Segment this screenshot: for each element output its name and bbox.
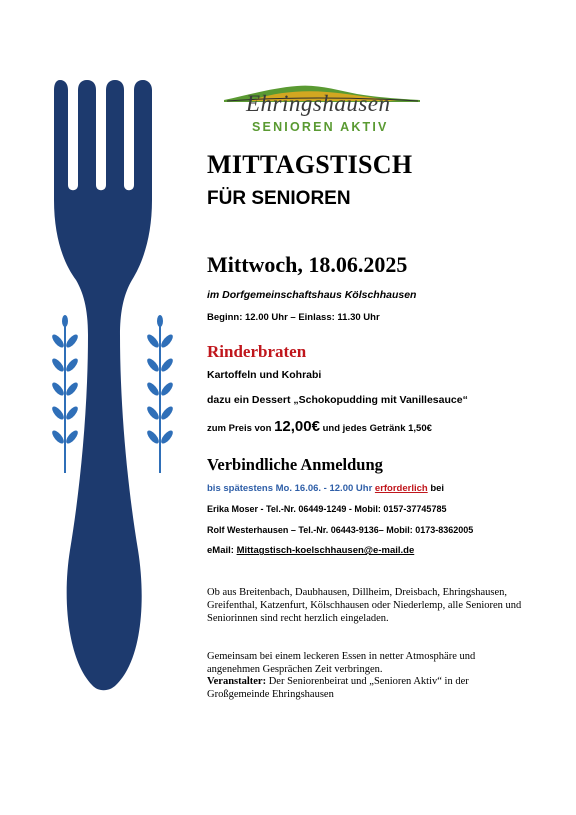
leaf-sprig-left-icon — [50, 315, 80, 475]
organizer-text: Der Seniorenbeirat und „Senioren Aktiv“ in der Großgemeinde Ehringshausen — [207, 676, 469, 700]
price-prefix: zum Preis von — [207, 423, 275, 434]
page-subtitle: FÜR SENIOREN — [207, 188, 351, 209]
logo-subtitle: SENIOREN AKTIV — [252, 120, 389, 134]
logo-name: Ehringshausen — [246, 91, 391, 116]
invitation-paragraph: Ob aus Breitenbach, Daubhausen, Dillheim, Dreisbach, Ehringshausen, Greifenthal, Katzenfurt, Kölschhausen oder Niederlemp, alle Senioren und Seniorinnen sind recht herzlich eingeladen. — [207, 587, 522, 624]
deadline-text: bis spätestens Mo. 16.06. - 12.00 Uhr — [207, 483, 373, 494]
email-label: eMail: — [207, 545, 237, 556]
price-value: 12,00€ — [274, 418, 320, 435]
logo — [222, 80, 422, 136]
registration-title: Verbindliche Anmeldung — [207, 455, 383, 474]
price-suffix: und jedes Getränk 1,50€ — [319, 423, 432, 434]
email-link[interactable]: Mittagstisch-koelschhausen@e-mail.de — [236, 545, 415, 556]
dessert: dazu ein Dessert „Schokopudding mit Vanillesauce“ — [207, 394, 468, 406]
price-line — [207, 418, 432, 435]
deadline-at: bei — [427, 483, 445, 494]
info-paragraph — [207, 651, 527, 701]
main-dish: Rinderbraten — [207, 342, 307, 361]
email-line — [207, 545, 414, 556]
event-times: Beginn: 12.00 Uhr – Einlass: 11.30 Uhr — [207, 312, 380, 323]
registration-deadline — [207, 483, 444, 494]
contact-erika: Erika Moser - Tel.-Nr. 06449-1249 - Mobil: 0157-37745785 — [207, 504, 447, 514]
side-dishes: Kartoffeln und Kohrabi — [207, 369, 322, 381]
atmosphere-text: Gemeinsam bei einem leckeren Essen in netter Atmosphäre und angenehmen Gesprächen Zeit verbringen. — [207, 651, 476, 675]
required-text: erforderlich — [374, 483, 428, 494]
event-venue: im Dorfgemeinschaftshaus Kölschhausen — [207, 289, 417, 301]
organizer-label: Veranstalter: — [207, 676, 267, 687]
contact-rolf: Rolf Westerhausen – Tel.-Nr. 06443-9136– Mobil: 0173-8362005 — [207, 525, 474, 535]
leaf-sprig-right-icon — [145, 315, 175, 475]
event-date: Mittwoch, 18.06.2025 — [207, 252, 408, 277]
organizer-line — [207, 676, 527, 701]
page-title: MITTAGSTISCH — [207, 150, 413, 179]
